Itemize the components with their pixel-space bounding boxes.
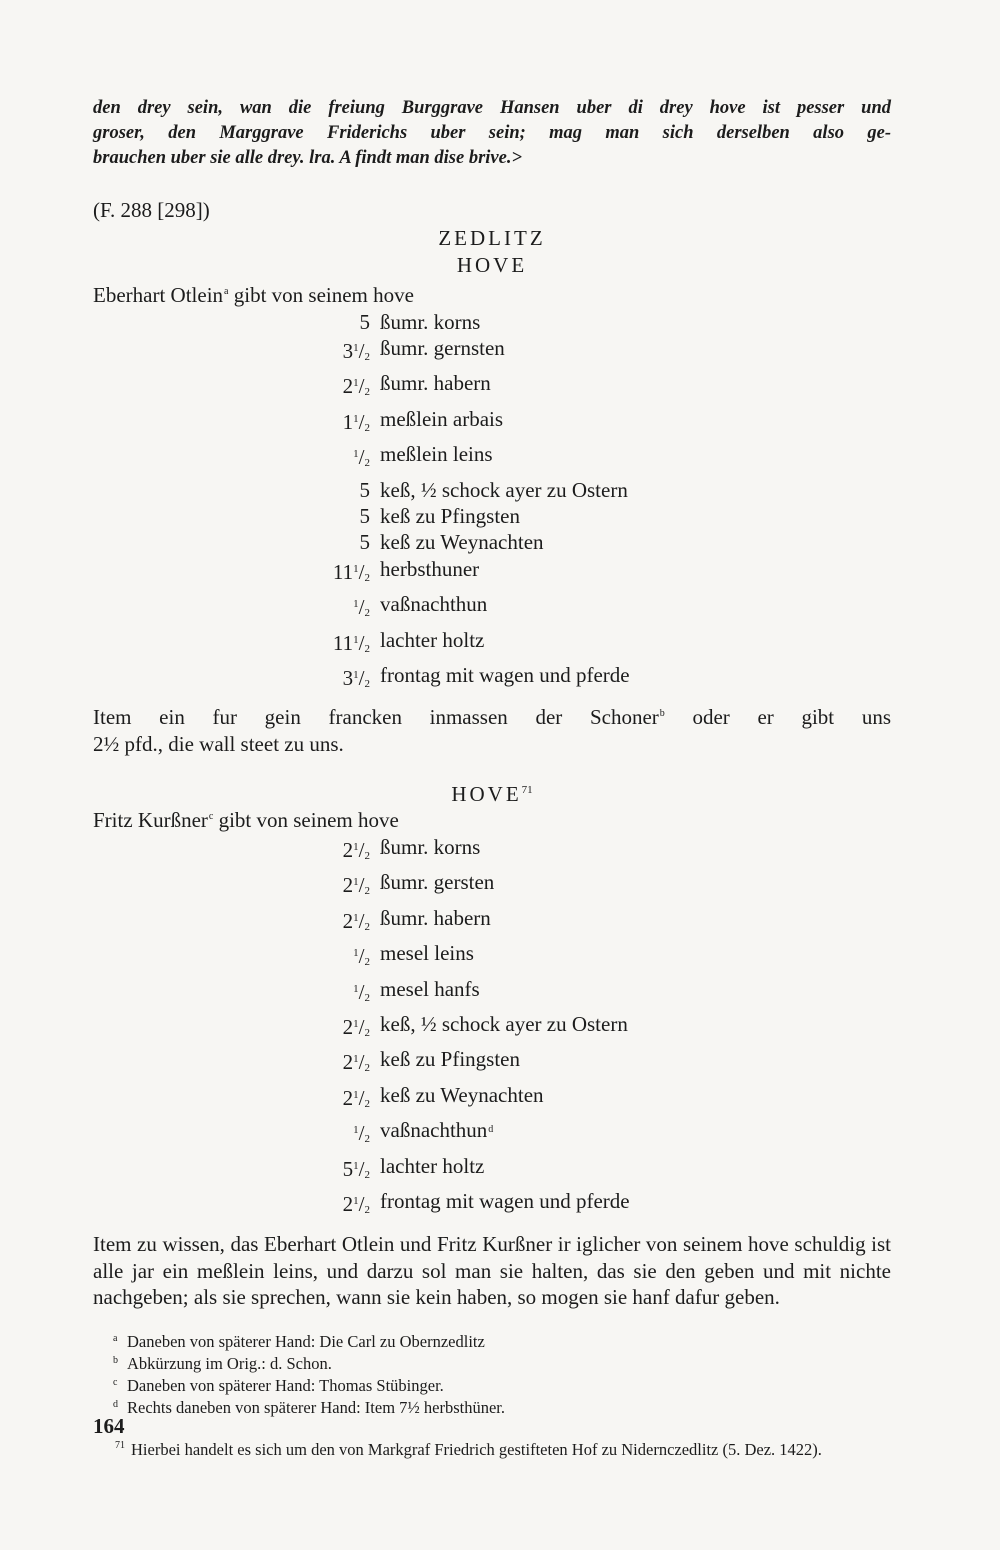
footnote [93, 1375, 891, 1397]
item-quantity: 5 [359, 309, 370, 334]
list-item [330, 662, 891, 697]
item-quantity: $11^1/_2$ [332, 630, 370, 655]
list-item [330, 370, 891, 405]
footnote [93, 1331, 891, 1353]
footnote [93, 1397, 891, 1419]
list-item [330, 477, 891, 503]
item-quantity: $2^1/_2$ [342, 837, 370, 862]
list-item [330, 869, 891, 904]
list-item [330, 309, 891, 335]
list-item [330, 335, 891, 370]
list-item [330, 503, 891, 529]
item-quantity: $2^1/_2$ [342, 1085, 370, 1110]
footnote-ref[interactable]: a [224, 286, 229, 297]
hove1-item-list [330, 309, 891, 698]
list-item [330, 1082, 891, 1117]
hove1-note [93, 701, 891, 757]
item-text: ßumr. habern [380, 905, 491, 930]
item-text: mesel leins [380, 941, 474, 966]
item-quantity: $^1/_2$ [353, 944, 370, 969]
intro-line: den drey sein, wan die freiung Burggrave Hansen uber di drey hove ist pesser und [93, 98, 891, 118]
closing-paragraph: Item zu wissen, das Eberhart Otlein und Fritz Kurßner ir iglicher von seinem hove schuldig ist alle jar ein meßlein leins, und darzu sol man sie halten, das sie den geben und mit nichte nachgeben; als sie sprechen, wann sie kein haben, so mogen sie hanf dafur geben. [93, 1232, 891, 1310]
item-quantity: $2^1/_2$ [342, 873, 370, 898]
item-text: ßumr. korns [380, 309, 481, 334]
item-text: keß zu Pfingsten [380, 1047, 520, 1072]
item-text: ßumr. habern [380, 371, 491, 396]
footnote-mark: a [113, 1332, 118, 1344]
endnote-text: Hierbei handelt es sich um den von Markgraf Friedrich gestifteten Hof zu Nidernczedlitz (5. Dez. 1422). [131, 1439, 822, 1459]
item-quantity: $^1/_2$ [353, 979, 370, 1004]
item-text: frontag mit wagen und pferde [380, 1188, 630, 1213]
item-quantity: $2^1/_2$ [342, 908, 370, 933]
item-text: ßumr. gernsten [380, 335, 505, 360]
list-item [330, 627, 891, 662]
item-text: keß zu Pfingsten [380, 503, 520, 528]
page-body [93, 96, 891, 1461]
hove1-title: HOVE [456, 253, 528, 277]
item-text: keß zu Weynachten [380, 530, 544, 555]
item-text: herbsthuner [380, 556, 480, 581]
list-item [330, 1117, 891, 1152]
item-quantity: $3^1/_2$ [342, 338, 370, 363]
footnote [93, 1353, 891, 1375]
footnote-text: Daneben von späterer Hand: Die Carl zu Obernzedlitz [127, 1331, 485, 1351]
item-text: keß, ½ schock ayer zu Ostern [380, 1011, 628, 1036]
item-quantity: $2^1/_2$ [342, 1014, 370, 1039]
item-quantity: $2^1/_2$ [342, 1191, 370, 1216]
intro-paragraph [93, 96, 891, 171]
footnote-ref[interactable]: d [488, 1124, 494, 1136]
item-text: keß zu Weynachten [380, 1082, 544, 1107]
list-item [330, 1011, 891, 1046]
list-item [330, 591, 891, 626]
hove1-note-line: Item ein fur gein francken inmassen der Schoner$^b$ oder er gibt uns [93, 705, 891, 730]
hove1-intro: Eberhart Otlein$^a$ gibt von seinem hove [93, 283, 414, 307]
item-quantity: $2^1/_2$ [342, 1050, 370, 1075]
section-title: ZEDLITZ [438, 226, 546, 250]
folio-reference: (F. 288 [298]) [93, 198, 210, 222]
list-item [330, 1153, 891, 1188]
item-text: mesel hanfs [380, 976, 480, 1001]
hove1-note-line: 2½ pfd., die wall steet zu uns. [93, 731, 344, 756]
footnote-text: Rechts daneben von späterer Hand: Item 7½ herbsthüner. [127, 1397, 506, 1417]
list-item [330, 441, 891, 476]
hove2-intro: Fritz Kurßner$^c$ gibt von seinem hove [93, 808, 399, 833]
item-quantity: $3^1/_2$ [342, 665, 370, 690]
item-text: lachter holtz [380, 1153, 485, 1178]
list-item [330, 976, 891, 1011]
page-number: 164 [93, 1414, 125, 1438]
list-item [330, 556, 891, 591]
endnote [93, 1435, 891, 1461]
item-text: meßlein leins [380, 442, 493, 467]
item-quantity: $2^1/_2$ [342, 374, 370, 399]
item-text: vaßnachthun [380, 592, 488, 617]
item-text: vaßnachthun [380, 1118, 488, 1143]
hove2-title: HOVE$^{71}$ [451, 782, 533, 807]
list-item [330, 529, 891, 555]
list-item [330, 1188, 891, 1223]
list-item [330, 834, 891, 869]
footnote-ref[interactable]: c [208, 811, 214, 823]
item-text: keß, ½ schock ayer zu Ostern [380, 477, 628, 502]
list-item [330, 940, 891, 975]
intro-line: groser, den Marggrave Friderichs uber sein; mag man sich derselben also ge- [93, 123, 891, 143]
list-item [330, 905, 891, 940]
item-text: ßumr. korns [380, 834, 481, 859]
item-quantity: $11^1/_2$ [332, 559, 370, 584]
footnote-list [93, 1331, 891, 1419]
item-text: ßumr. gersten [380, 870, 495, 895]
item-quantity: $^1/_2$ [353, 1121, 370, 1146]
footnote-mark: c [113, 1376, 118, 1388]
footnote-text: Abkürzung im Orig.: d. Schon. [127, 1353, 332, 1373]
hove2-item-list [330, 834, 891, 1223]
list-item [330, 1046, 891, 1081]
item-text: frontag mit wagen und pferde [380, 662, 630, 687]
item-text: lachter holtz [380, 627, 485, 652]
item-quantity: 5 [359, 503, 370, 528]
footnote-text: Daneben von späterer Hand: Thomas Stübinger. [127, 1375, 444, 1395]
item-quantity: $5^1/_2$ [342, 1156, 370, 1181]
footnote-ref[interactable]: b [659, 708, 665, 720]
endnote-ref[interactable]: 71 [521, 784, 533, 797]
item-quantity: $^1/_2$ [353, 595, 370, 620]
list-item [330, 406, 891, 441]
item-text: meßlein arbais [380, 406, 504, 431]
item-quantity: $1^1/_2$ [342, 409, 370, 434]
item-quantity: 5 [359, 477, 370, 502]
footnote-mark: b [113, 1354, 118, 1366]
footnote-mark: d [113, 1398, 118, 1410]
intro-line: brauchen uber sie alle drey. lra. A findt man dise brive.> [93, 148, 523, 168]
item-quantity: $^1/_2$ [353, 445, 370, 470]
item-quantity: 5 [359, 530, 370, 555]
endnote-number: 71 [115, 1439, 125, 1451]
